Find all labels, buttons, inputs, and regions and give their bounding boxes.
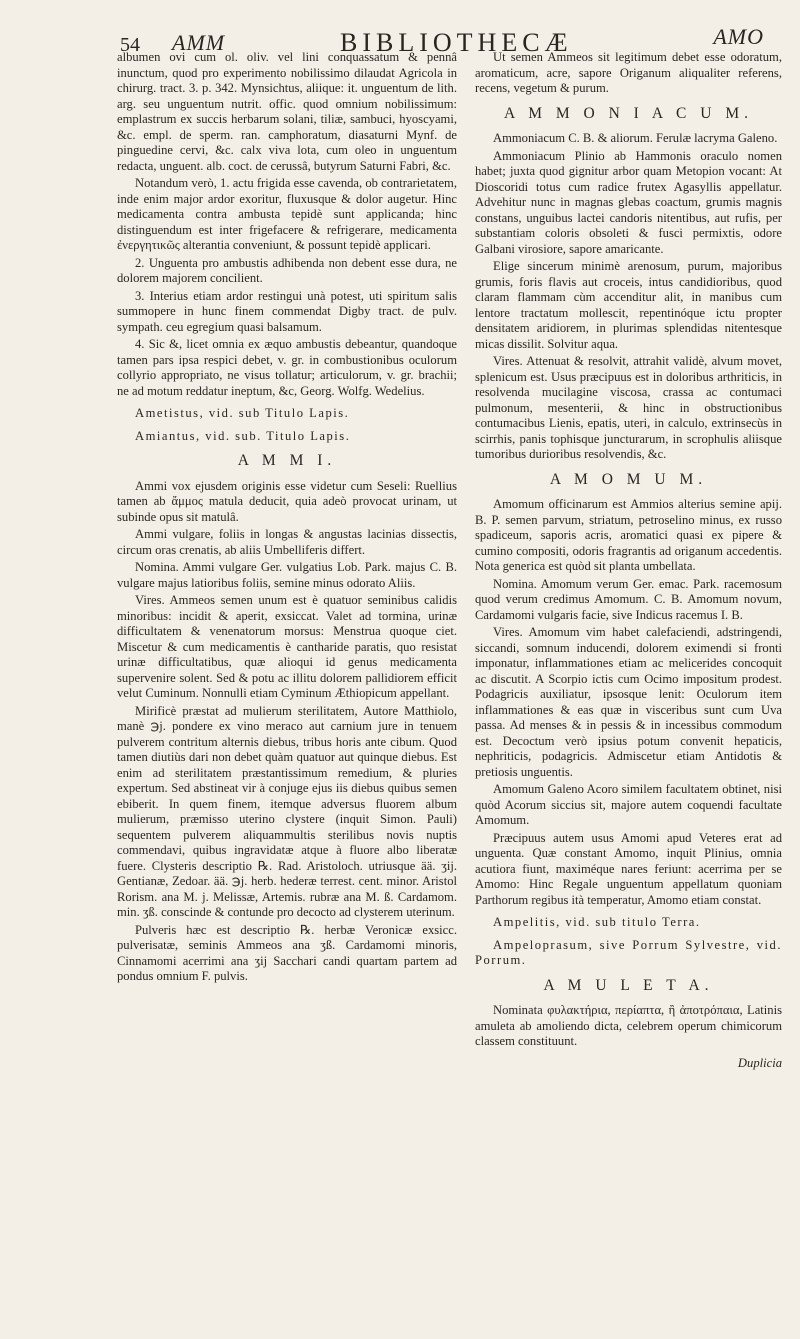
- paragraph: Ammi vulgare, foliis in longas & angustas lacinias dissectis, circum oras crenatis, ab aliis Umbelliferis differt.: [117, 527, 457, 557]
- left-guide-word: AMM: [172, 30, 226, 55]
- right-column: [475, 50, 782, 1071]
- paragraph: Amomum Galeno Acoro similem facultatem obtinet, nisi quòd Acorum siccius sit, majore autem coquendi facultate Amomum.: [475, 782, 782, 827]
- paragraph: Ammi vox ejusdem originis esse videtur cum Seseli: Ruellius tamen ab ἄμμος matula deducit, quia adeò provocat urinam, ut subinde opus sit matulâ.: [117, 478, 457, 524]
- page-number: 54: [120, 34, 140, 56]
- paragraph: 3. Interius etiam ardor restingui unà potest, uti spiritum salis summopere in hunc finem commendat Digby tract. de pulv. sympath. ceu egregium quasi balsamum.: [117, 288, 457, 334]
- paragraph: Ut semen Ammeos sit legitimum debet esse odoratum, aromaticum, acre, sapore Origanum aliqualiter referens, recens, vegetum & purum.: [475, 50, 782, 95]
- section-heading: A M M I.: [237, 452, 337, 469]
- paragraph: Vires. Attenuat & resolvit, attrahit validè, alvum movet, splenicum est. Usus præcipuus est in doloribus arthriticis, in resolvenda mucilagine viscosa, crassa ac contumaci pulmonum, mesenterii, & hinc in obstructionibus contumacibus Lienis, epatis, uteri, in calculo, extrinsecùs in scirrhis, panis tophisque juncturarum, in scrophulis aliisque tumoribus durioribus resolvendis, &c.: [475, 354, 782, 461]
- cross-reference: Ametistus, vid. sub Titulo Lapis.: [135, 406, 350, 420]
- cross-reference: Ampelitis, vid. sub titulo Terra.: [493, 915, 701, 929]
- section-heading: A M U L E T A.: [543, 976, 714, 994]
- catchword: Duplicia: [737, 1055, 782, 1070]
- paragraph: Ammoniacum C. B. & aliorum. Ferulæ lacryma Galeno.: [493, 131, 778, 145]
- running-title: BIBLIOTHECÆ: [340, 28, 573, 57]
- paragraph: Vires. Ammeos semen unum est è quatuor seminibus calidis minoribus: incidit & aperit, exsiccat. Valet ad tormina, urinæ difficultatem & venenatorum morsus: Menstrua quoque ciet. Miscetur & cum medicamentis è cantharide paratis, quo resistat urinæ difficultatibus, quæ alioqui id genus medicamenta supervenire solent. Sed & potu ac illitu dolorem pallidiorem efficit velut Cuminum. Nonnulli etiam Cyminum Æthiopicum appellant.: [117, 593, 457, 700]
- cross-reference: Amiantus, vid. sub. Titulo Lapis.: [135, 428, 351, 443]
- paragraph: Notandum verò, 1. actu frigida esse cavenda, ob contrarietatem, inde enim major ardor exoritur, fluxusque & dolor augetur. Hinc medicamenta contra ambusta tepidè sunt applicanda; hinc distinguendum est inter frigefacere & refrigerare, medicamenta ἐνεργητικῶς alterantia conveniunt, & possunt tepidè applicari.: [117, 176, 457, 252]
- paragraph: Nomina. Amomum verum Ger. emac. Park. racemosum quod verum credimus Amomum. C. B. Amomum novum, Cardamomi vulgaris facie, sive Indicus racemus I. B.: [475, 576, 782, 622]
- right-guide-word: AMO: [713, 24, 764, 49]
- paragraph: Mirificè præstat ad mulierum sterilitatem, Autore Matthiolo, manè ℈j. pondere ex vino meraco aut carnium jure in tenuem pulverem contritum alternis diebus, tribus horis ante cibum. Quod tamen diutiùs dari non debet quàm quatuor aut quinque diebus. Est enim ad sterilitatem præstantissimum remedium, & pluries expertum. Sed abstineat vir à conjuge ejus iis diebus quibus semen ebiberit. In quem finem, itemque adversus fluorem album mulierum, præmisso uterino clystere (inquit Simon. Pauli) sequentem pulverem aliquammultis sterilibus novis nuptis commendavi, quibus ingravidatæ atque à fluore albo liberatæ fuere. Clysteris descriptio ℞. Rad. Aristoloch. utriusque ää. ʒij. Gentianæ, Zedoar. ää. ℈j. herb. hederæ terrest. cent. minor. Aristol Rorism. ana M. j. Melissæ, Artemis. rubræ ana M. ß. Cardamom. min. ʒß. conscinde & contunde pro decocto ad clysterem uterinum.: [117, 703, 457, 919]
- paragraph: Nominata φυλακτήρια, περίαπτα, ἢ ἀποτρόπαια, Latinis amuleta ab amoliendo dicta, celebrem operum chimicorum classem constituunt.: [475, 1003, 782, 1048]
- paragraph: Amomum officinarum est Ammios alterius semine apij. B. P. semen parvum, striatum, petroselino minus, ex russo spadiceum, saporis acris, aromatici quasi ex pipere & cumino compositi, odoris fragrantis ad origanum accedentis. Nota generica est quòd sit planta umbellata.: [475, 497, 782, 573]
- paragraph: Præcipuus autem usus Amomi apud Veteres erat ad unguenta. Quæ constant Amomo, inquit Plinius, omnia acutiora fiunt, maximéque nares feriunt: acerrima per se Amomo: Hinc Regale unguentum appellatum quoniam Parthorum regibus ità temperatur, Amomo etiam constat.: [475, 830, 782, 907]
- cross-reference: Ampeloprasum, sive Porrum Sylvestre, vid. Porrum.: [475, 937, 782, 967]
- paragraph: Ammoniacum Plinio ab Hammonis oraculo nomen habet; juxta quod gignitur arbor quam Metopion vocant: At Dioscoridi totus cum radice frutex Agasyllis appellatur. Advehitur nunc in magnas glebas coactum, grumis magnis constans, unguibus lactei candoris nitentibus, aut rufis, per substantiam coloris obsoleti & fusci permixtis, odore Galbani virosiore, sapore amaricante.: [475, 148, 782, 256]
- left-column: [117, 50, 457, 987]
- paragraph: 4. Sic &, licet omnia ex æquo ambustis debeantur, quandoque tamen pars ipsa respici debet, v. gr. in combustionibus oculorum collyrio appropriato, ne visus tollatur; articulorum, v. gr. brachii; ne ad motum reddatur ineptum, &c, Georg. Wolfg. Wedelius.: [117, 337, 457, 398]
- paragraph: albumen ovi cum ol. oliv. vel lini conquassatum & pennâ inunctum, quod pro experimento nobilissimo dilaudat Agricola in chirurg. tract. 3. p. 342. Mynsichtus, aliique: it. unguentum de lith. arg. seu unguentum nutrit. offic. quod omnium nobilissimum: emplastrum ex succis herbarum solani, tiliæ, sambuci, hyoscyami, &c. empl. de sperm. ran. camphoratum, diasaturni Mynf. de pinguedine cervi, &c. calx viva lota, cum oleo in unguentum redacta, unguent. alb. coct. de cerussâ, butyrum Saturni Fabri, &c.: [117, 50, 457, 173]
- paragraph: Elige sincerum minimè arenosum, purum, majoribus grumis, foris flavis aut croceis, intus candidioribus, quod claram flammam cùm accenditur alit, in manibus cum lentore tractatum mollescit, repentinóque ictu propter densitatem aridiorem, in plurimas splendidas nitentesque micas dissilit. Solvitur aqua.: [475, 259, 782, 351]
- section-heading: A M M O N I A C U M.: [504, 104, 753, 122]
- paragraph: 2. Unguenta pro ambustis adhibenda non debent esse dura, ne dolorem majorem concilient.: [117, 255, 457, 285]
- paragraph: Pulveris hæc est descriptio ℞. herbæ Veronicæ exsicc. pulverisatæ, seminis Ammeos ana ʒß. Cardamomi minoris, Cinnamomi acerrimi ana ʒij Sacchari candi quartam partem ad pondus omnium F. pulvis.: [117, 922, 457, 983]
- paragraph: Nomina. Ammi vulgare Ger. vulgatius Lob. Park. majus C. B. vulgare majus latioribus foliis, semine minus odorato Aliis.: [117, 560, 457, 590]
- section-heading: A M O M U M.: [549, 470, 708, 488]
- paragraph: Vires. Amomum vim habet calefaciendi, adstringendi, siccandi, somnum inducendi, dolorem eximendi si fronti imponatur, inflammationes etiam ac melicerides concoquit ac discutit. A Scorpio ictis cum Ocimo impositum prodest. Podagricis auxiliatur, ipsosque lenit: Oculorum item inflammationes & eas quæ in visceribus sunt cum Uva passa. Ad menses & in pessis & in incessibus commodum est. Decoctum verò ipsius potum convenit hepaticis, nephriticis, podagricis. Admiscetur etiam Antidotis & pretiosis unguentis.: [475, 625, 782, 779]
